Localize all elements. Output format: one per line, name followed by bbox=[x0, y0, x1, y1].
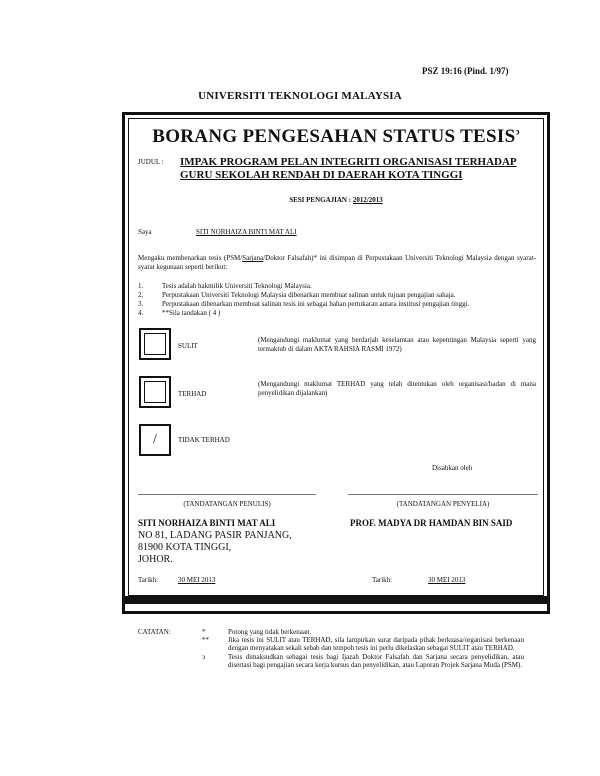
form-title bbox=[128, 126, 544, 148]
student-date: 30 MEI 2013 bbox=[178, 576, 216, 584]
thesis-title bbox=[180, 156, 540, 182]
session-value: 2012/2013 bbox=[352, 196, 383, 204]
declaration-paragraph bbox=[138, 254, 536, 272]
list-item-number: 4. bbox=[138, 309, 144, 317]
sulit-description: (Mengandungi maklumat yang berdarjah keselamtan atau kepentingan Malaysia seperti yang termaktub di dalam AKTA RAHSIA RASMI 1972) bbox=[258, 336, 536, 353]
note-mark: * bbox=[202, 628, 206, 636]
terhad-description: (Mengandungi maklumat TERHAD yang telah ditentukan oleh organisasi/badan di mana penyelidikan dijalankan) bbox=[258, 380, 536, 397]
declaration-part2: /Doktor Falsafah)* ini disimpan di Perpustakaan Universiti Teknologi Malaysia dengan syarat-syarat kegunaan seperti berikut: bbox=[138, 254, 536, 271]
form-bottom-band bbox=[122, 596, 550, 604]
form-title-text: BORANG PENGESAHAN STATUS TESIS bbox=[152, 126, 516, 147]
session-label: SESI PENGAJIAN : bbox=[289, 196, 352, 204]
notes-label: CATATAN: bbox=[138, 628, 171, 636]
student-name-field: SITI NORHAIZA BINTI MAT ALI bbox=[196, 228, 297, 236]
supervisor-name: PROF. MADYA DR HAMDAN BIN SAID bbox=[350, 518, 513, 528]
terhad-label: TERHAD bbox=[178, 390, 207, 398]
note-mark: ↄ bbox=[202, 652, 206, 661]
declaration-part1: Mengaku membenarkan tesis (PSM/ bbox=[138, 254, 243, 262]
list-item bbox=[138, 291, 469, 300]
student-name: SITI NORHAIZA BINTI MAT ALI bbox=[138, 518, 276, 528]
supervisor-signature-line[interactable] bbox=[348, 494, 538, 495]
note-text: Tesis dimaksudkan sebagai tesis bagi Ijazah Doktor Falsafah dan Sarjana secara penyelidikan, atau disertasi bagi pengajian secara kerja kursus dan penyelidikan, atau Laporan Projek Sarjana Muda (PSM). bbox=[228, 652, 524, 669]
list-item bbox=[138, 300, 469, 309]
list-item-number: 3. bbox=[138, 300, 144, 308]
terhad-checkbox[interactable] bbox=[139, 376, 171, 408]
saya-label: Saya bbox=[138, 228, 152, 236]
list-item bbox=[138, 309, 469, 318]
checkbox-inner-border bbox=[144, 333, 166, 355]
notes-list bbox=[202, 628, 524, 669]
list-item-text: Perpustakaan Universiti Teknologi Malaysia dibenarkan membuat salinan untuk tujuan pengajian sahaja. bbox=[162, 291, 456, 299]
list-item bbox=[202, 636, 524, 652]
judul-label: JUDUL : bbox=[138, 158, 164, 166]
university-name: UNIVERSITI TEKNOLOGI MALAYSIA bbox=[198, 90, 402, 102]
check-mark: / bbox=[153, 432, 157, 447]
list-item-text: Tesis adalah hakmilik Universiti Teknologi Malaysia. bbox=[162, 282, 312, 290]
student-signature-line[interactable] bbox=[138, 494, 316, 495]
supervisor-date: 30 MEI 2013 bbox=[428, 576, 466, 584]
note-mark: ** bbox=[202, 636, 209, 645]
form-code: PSZ 19:16 (Pind. 1/97) bbox=[422, 66, 509, 76]
student-signature-label: (TANDATANGAN PENULIS) bbox=[183, 500, 271, 508]
list-item bbox=[202, 628, 524, 636]
conditions-list bbox=[138, 282, 469, 318]
session bbox=[128, 196, 544, 204]
declaration-sarjana: Sarjana bbox=[242, 254, 264, 262]
student-date-label: Tarikh: bbox=[138, 576, 159, 584]
thesis-title-line1: IMPAK PROGRAM PELAN INTEGRITI ORGANISASI TERHADAP bbox=[180, 156, 517, 168]
disahkan-label: Disahkan oleh bbox=[432, 464, 473, 472]
supervisor-signature-label: (TANDATANGAN PENYELIA) bbox=[396, 500, 490, 508]
thesis-title-line2: GURU SEKOLAH RENDAH DI DAERAH KOTA TINGGI bbox=[180, 169, 463, 181]
list-item-number: 2. bbox=[138, 291, 144, 299]
address-line3: JOHOR. bbox=[138, 554, 173, 565]
tidak-terhad-label: TIDAK TERHAD bbox=[178, 436, 230, 444]
list-item bbox=[138, 282, 469, 291]
list-item-number: 1. bbox=[138, 282, 144, 290]
address-line1: NO 81, LADANG PASIR PANJANG, bbox=[138, 530, 292, 541]
list-item-text: **Sila tandakan ( 4 ) bbox=[162, 309, 221, 317]
list-item-text: Perpustakaan dibenarkan membuat salinan tesis ini sebagai bahan pertukaran antara institusi pengajian tinggi. bbox=[162, 300, 470, 308]
checkbox-inner-border bbox=[144, 381, 166, 403]
note-text: Potong yang tidak berkenaan. bbox=[228, 628, 312, 636]
address-line2: 81900 KOTA TINGGI, bbox=[138, 542, 232, 553]
sulit-label: SULIT bbox=[178, 342, 198, 350]
note-text: Jika tesis ini SULIT atau TERHAD, sila lampirkan surat daripada pihak berkuasa/organisasi berkenaan dengan menyatakan sekali sebab dan tempoh tesis ini perlu dikelaskan sebagai SULIT atau TERHAD. bbox=[228, 636, 524, 653]
supervisor-date-label: Tarikh: bbox=[372, 576, 393, 584]
tidak-terhad-checkbox[interactable] bbox=[139, 424, 171, 456]
title-footnote-mark: ↄ bbox=[515, 126, 520, 137]
list-item bbox=[202, 653, 524, 669]
sulit-checkbox[interactable] bbox=[139, 328, 171, 360]
student-address bbox=[138, 530, 292, 566]
